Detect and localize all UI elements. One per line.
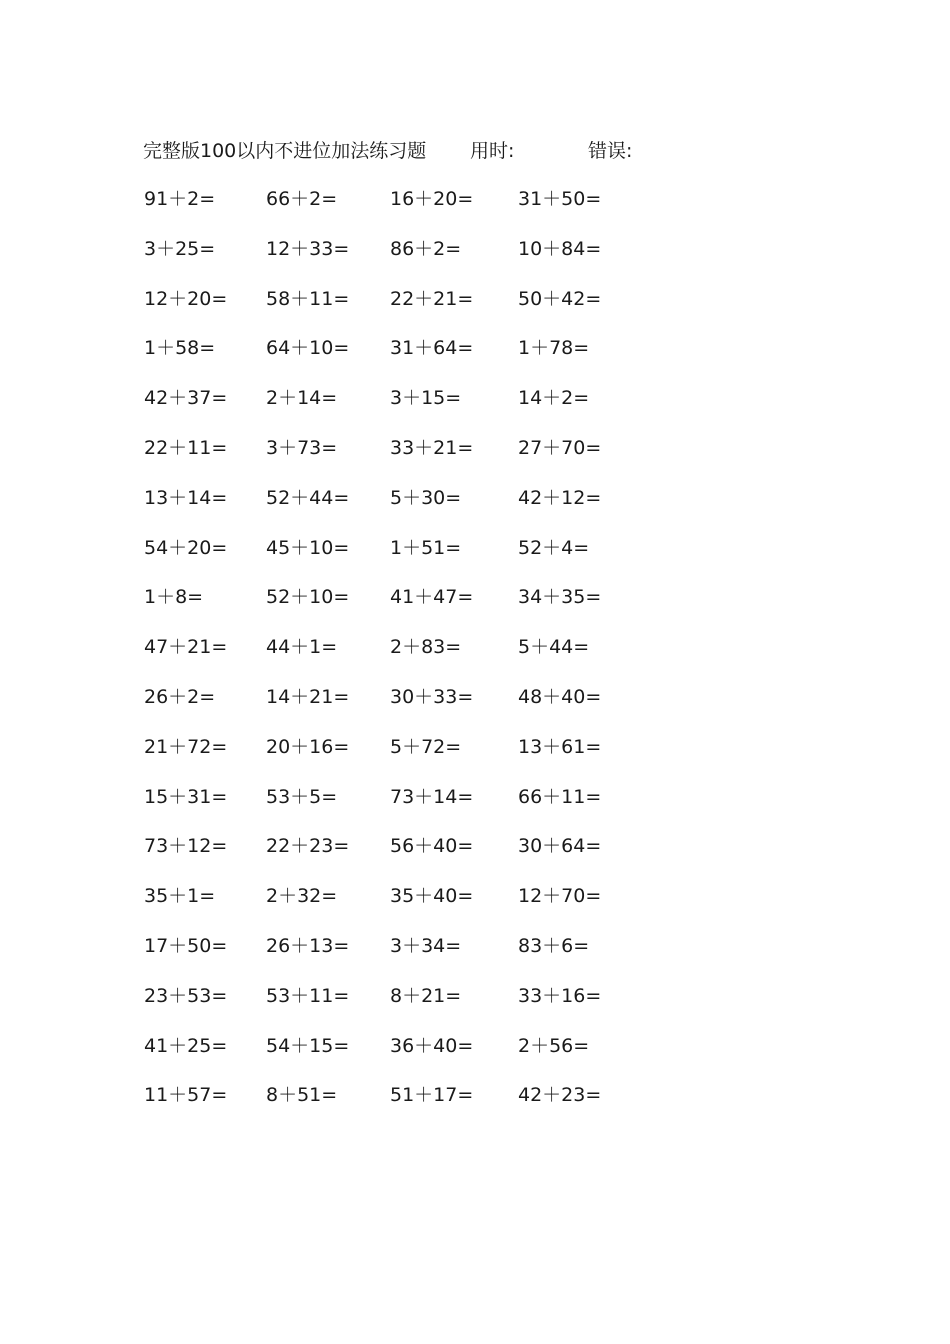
problem-item: 86＋2=: [390, 238, 462, 260]
problem-item: 1＋8=: [144, 586, 204, 608]
problem-item: 8＋21=: [390, 985, 462, 1007]
problem-item: 22＋23=: [266, 835, 350, 857]
error-label: 错误:: [588, 140, 633, 162]
problem-item: 42＋12=: [518, 487, 602, 509]
problem-item: 45＋10=: [266, 537, 350, 559]
problem-item: 22＋11=: [144, 437, 228, 459]
problem-item: 42＋23=: [518, 1084, 602, 1106]
problem-item: 47＋21=: [144, 636, 228, 658]
problem-item: 42＋37=: [144, 387, 228, 409]
problem-item: 58＋11=: [266, 288, 350, 310]
problem-item: 15＋31=: [144, 786, 228, 808]
problem-item: 17＋50=: [144, 935, 228, 957]
problem-item: 30＋33=: [390, 686, 474, 708]
problem-item: 3＋25=: [144, 238, 216, 260]
problem-item: 34＋35=: [518, 586, 602, 608]
time-label: 用时:: [470, 140, 515, 162]
problem-item: 41＋47=: [390, 586, 474, 608]
problem-item: 54＋20=: [144, 537, 228, 559]
problem-item: 33＋21=: [390, 437, 474, 459]
problem-item: 31＋50=: [518, 188, 602, 210]
problem-item: 1＋58=: [144, 337, 216, 359]
problem-item: 52＋4=: [518, 537, 590, 559]
worksheet-header: [143, 136, 663, 166]
problem-item: 26＋2=: [144, 686, 216, 708]
problem-item: 48＋40=: [518, 686, 602, 708]
problem-item: 1＋51=: [390, 537, 462, 559]
problem-item: 66＋2=: [266, 188, 338, 210]
problem-item: 52＋44=: [266, 487, 350, 509]
problem-item: 3＋34=: [390, 935, 462, 957]
problem-item: 12＋33=: [266, 238, 350, 260]
problem-item: 33＋16=: [518, 985, 602, 1007]
problem-item: 20＋16=: [266, 736, 350, 758]
problem-item: 12＋20=: [144, 288, 228, 310]
problem-item: 54＋15=: [266, 1035, 350, 1057]
problem-item: 35＋1=: [144, 885, 216, 907]
problem-item: 13＋14=: [144, 487, 228, 509]
problem-item: 50＋42=: [518, 288, 602, 310]
problem-item: 26＋13=: [266, 935, 350, 957]
problem-item: 14＋2=: [518, 387, 590, 409]
problem-item: 56＋40=: [390, 835, 474, 857]
problem-item: 2＋32=: [266, 885, 338, 907]
problem-item: 5＋44=: [518, 636, 590, 658]
worksheet-title: 完整版100以内不进位加法练习题: [143, 140, 427, 162]
problem-item: 5＋72=: [390, 736, 462, 758]
problem-item: 1＋78=: [518, 337, 590, 359]
problem-item: 64＋10=: [266, 337, 350, 359]
problem-item: 53＋5=: [266, 786, 338, 808]
problem-item: 12＋70=: [518, 885, 602, 907]
problem-item: 35＋40=: [390, 885, 474, 907]
problem-item: 41＋25=: [144, 1035, 228, 1057]
problem-item: 52＋10=: [266, 586, 350, 608]
problem-item: 2＋83=: [390, 636, 462, 658]
problem-item: 31＋64=: [390, 337, 474, 359]
problem-item: 10＋84=: [518, 238, 602, 260]
problem-item: 2＋14=: [266, 387, 338, 409]
problem-item: 23＋53=: [144, 985, 228, 1007]
problem-item: 5＋30=: [390, 487, 462, 509]
problem-item: 3＋73=: [266, 437, 338, 459]
problem-item: 66＋11=: [518, 786, 602, 808]
problem-item: 22＋21=: [390, 288, 474, 310]
problem-item: 11＋57=: [144, 1084, 228, 1106]
problem-item: 91＋2=: [144, 188, 216, 210]
problem-item: 2＋56=: [518, 1035, 590, 1057]
problem-item: 83＋6=: [518, 935, 590, 957]
problem-item: 44＋1=: [266, 636, 338, 658]
problem-item: 16＋20=: [390, 188, 474, 210]
problem-item: 14＋21=: [266, 686, 350, 708]
problem-item: 27＋70=: [518, 437, 602, 459]
problem-item: 53＋11=: [266, 985, 350, 1007]
problem-item: 8＋51=: [266, 1084, 338, 1106]
problem-item: 51＋17=: [390, 1084, 474, 1106]
problem-item: 30＋64=: [518, 835, 602, 857]
problem-item: 21＋72=: [144, 736, 228, 758]
problem-item: 13＋61=: [518, 736, 602, 758]
problem-item: 3＋15=: [390, 387, 462, 409]
problem-item: 36＋40=: [390, 1035, 474, 1057]
problem-item: 73＋12=: [144, 835, 228, 857]
problem-item: 73＋14=: [390, 786, 474, 808]
